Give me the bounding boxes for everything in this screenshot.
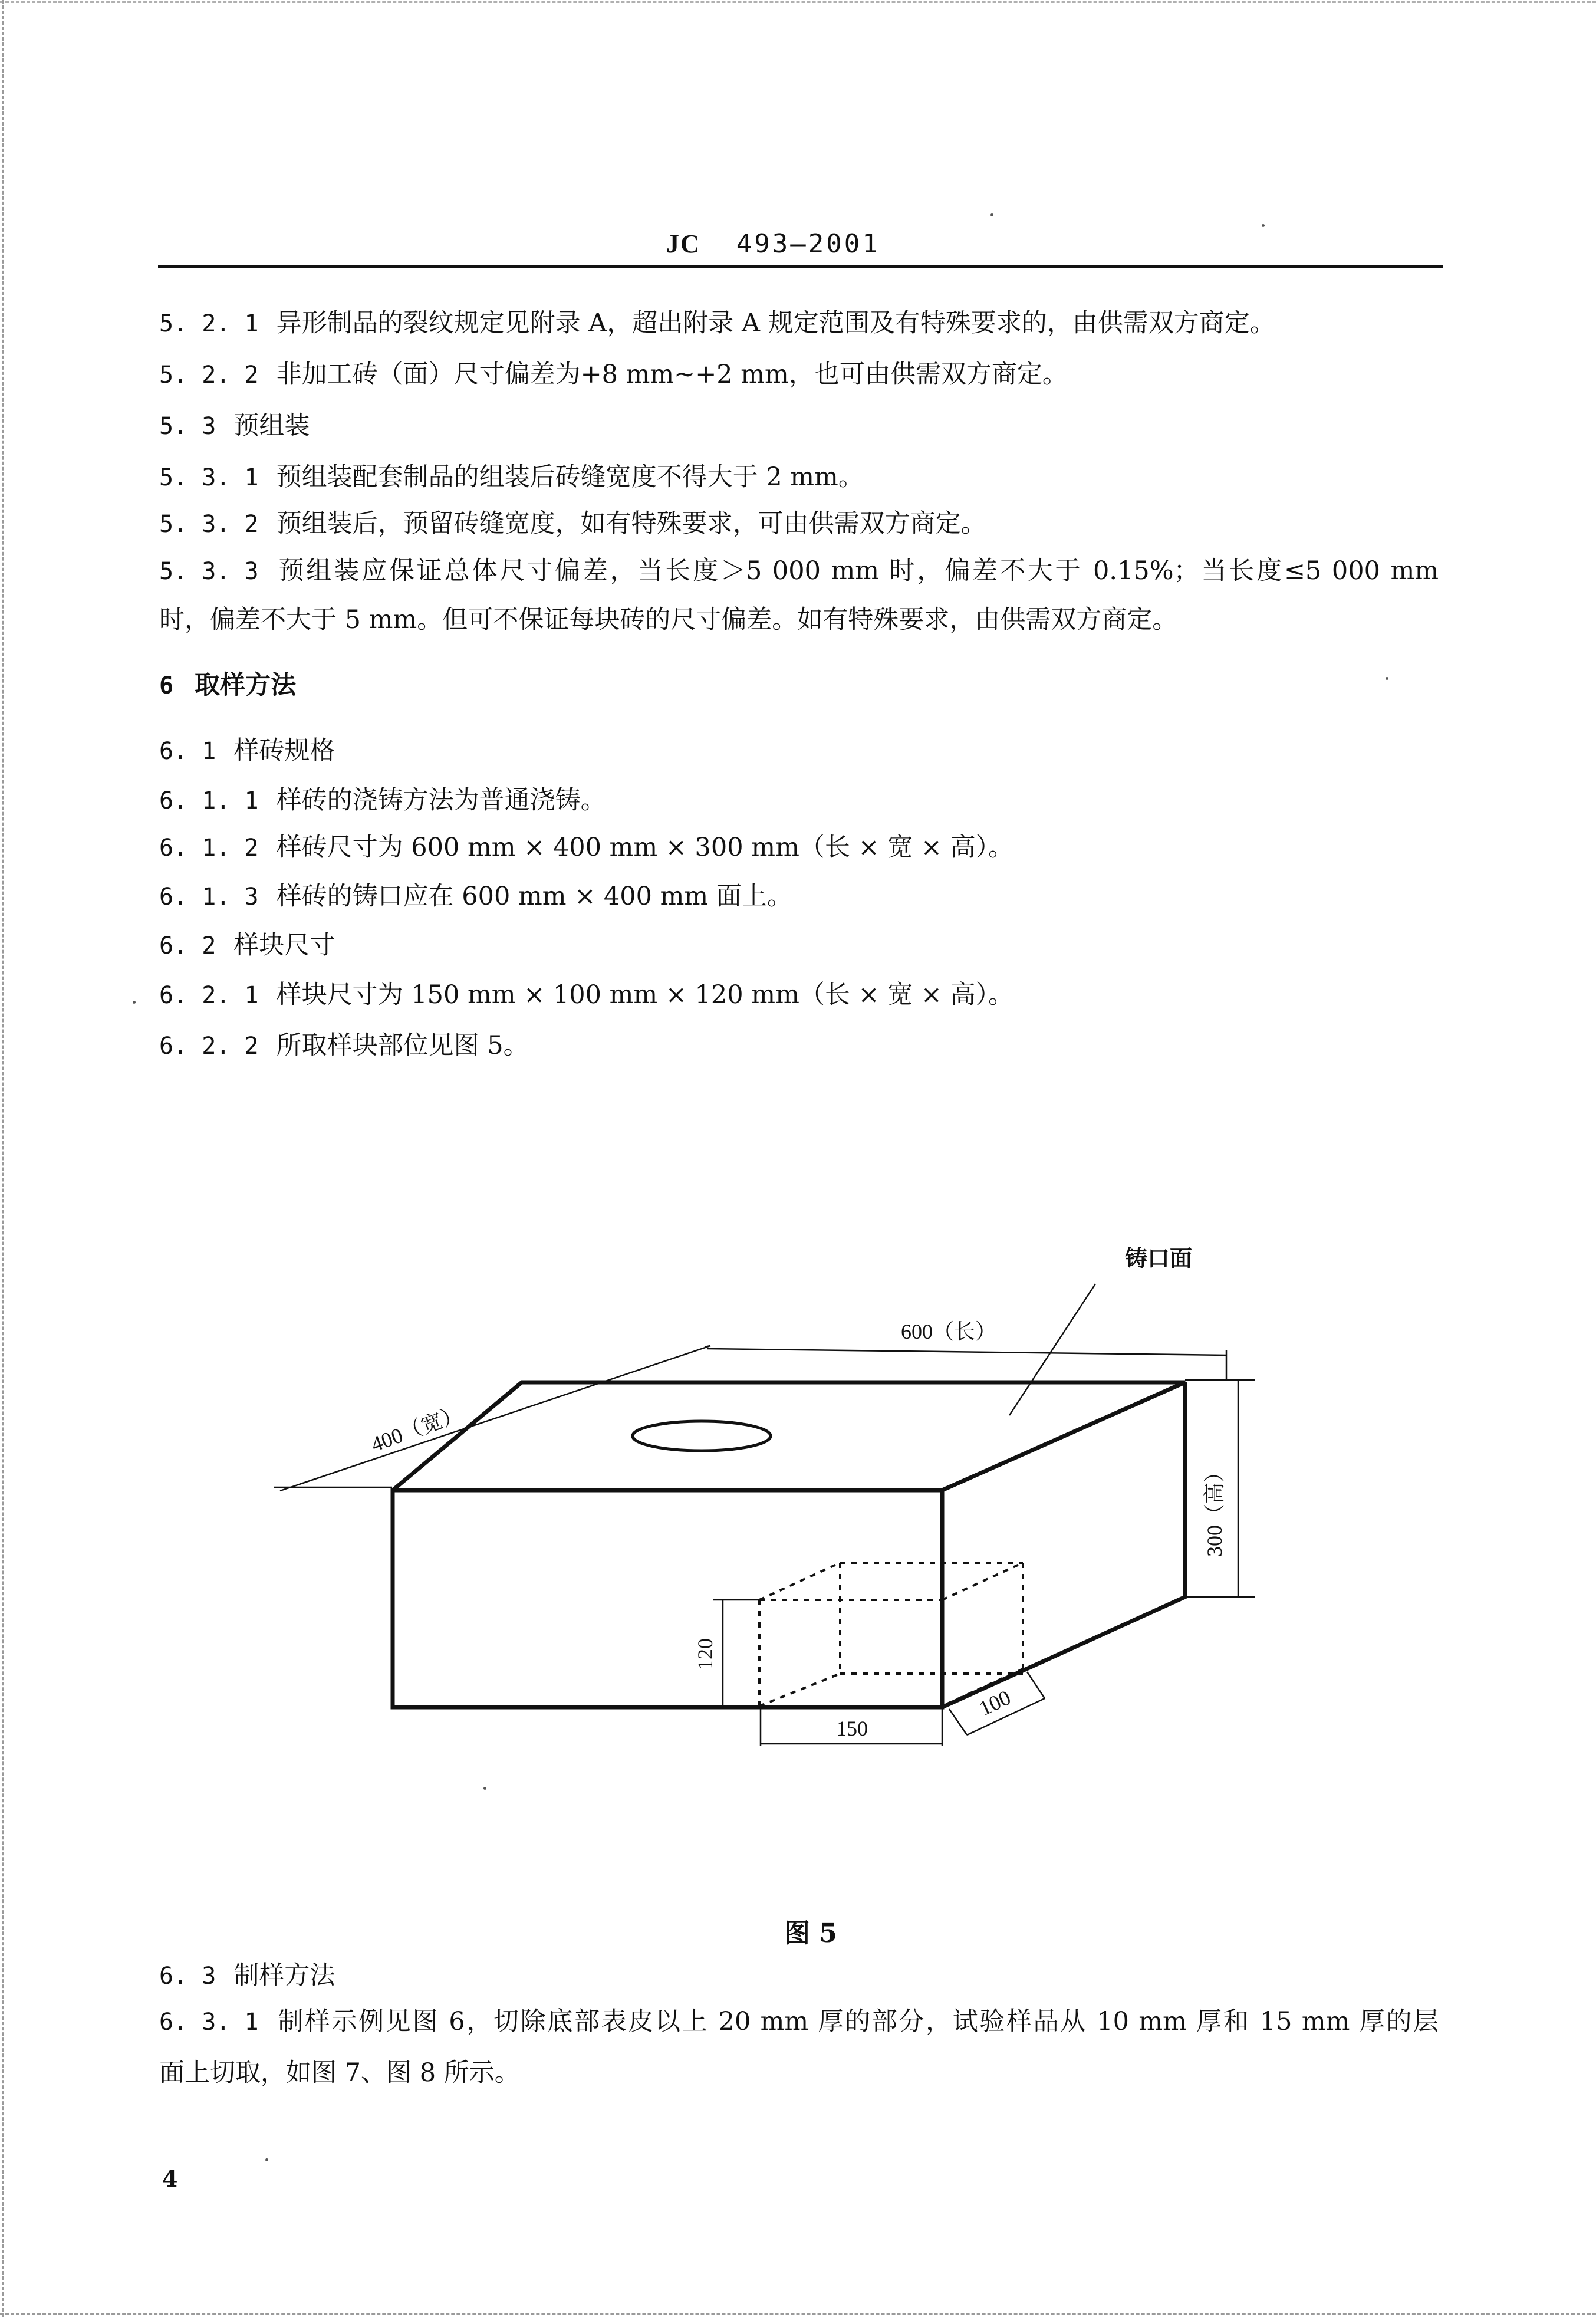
- sample-height-dimension: [713, 1600, 759, 1707]
- clause-6-3-1-continued: [159, 2055, 520, 2091]
- standard-header: [666, 229, 880, 259]
- clause-number: 5. 3: [159, 413, 216, 440]
- clause-6-3-1: [159, 2004, 1439, 2040]
- clause-number: 6. 2. 1: [159, 982, 259, 1009]
- clause-text: 所取样块部位见图 5。: [276, 1031, 529, 1060]
- clause-5-3-3-continued: [159, 602, 1177, 637]
- header-code: 493—2001: [736, 229, 880, 259]
- pour-face-label: 铸口面: [1125, 1247, 1193, 1271]
- clause-6-1-2: [159, 830, 1013, 866]
- clause-number: 6. 1. 2: [159, 834, 259, 862]
- clause-6-1-1: [159, 783, 606, 819]
- scan-speck: [1262, 224, 1265, 227]
- width-dimension: [274, 1346, 710, 1491]
- length-dimension: [707, 1349, 1226, 1380]
- clause-text: 预组装配套制品的组装后砖缝宽度不得大于 2 mm。: [276, 462, 864, 492]
- clause-text: 样块尺寸为 150 mm × 100 mm × 120 mm（长 × 宽 × 高）。: [276, 980, 1014, 1010]
- page-edge-left: [2, 0, 4, 2317]
- pour-face-leader: [1009, 1284, 1095, 1415]
- clause-text: 面上切取，如图 7、图 8 所示。: [159, 2058, 520, 2088]
- clause-number: 6. 1. 1: [159, 787, 259, 814]
- scan-speck: [265, 2158, 268, 2161]
- clause-text: 非加工砖（面）尺寸偏差为+8 mm~+2 mm，也可由供需双方商定。: [276, 360, 1068, 389]
- width-label: 400（宽）: [368, 1401, 466, 1457]
- clause-number: 6. 2: [159, 932, 216, 959]
- section-number: 6: [159, 672, 174, 699]
- height-dimension: [1185, 1380, 1255, 1597]
- clause-text: 时，偏差不大于 5 mm。但可不保证每块砖的尺寸偏差。如有特殊要求，由供需双方商定。: [159, 605, 1178, 635]
- clause-number: 5. 2. 2: [159, 361, 259, 389]
- clause-number: 6. 2. 2: [159, 1033, 259, 1060]
- clause-text: 样砖规格: [233, 736, 335, 765]
- scan-speck: [1386, 677, 1388, 680]
- clause-6-2-1: [159, 977, 1013, 1013]
- clause-number: 6. 3: [159, 1963, 216, 1990]
- clause-5-2-2: [159, 357, 1068, 393]
- clause-text: 预组装: [233, 411, 310, 441]
- pour-opening: [633, 1421, 771, 1451]
- clause-text: 样块尺寸: [233, 931, 335, 960]
- clause-number: 6. 1: [159, 738, 216, 765]
- sample-width-label: 100: [975, 1685, 1015, 1721]
- section-title: 取样方法: [195, 671, 297, 700]
- sample-width-dimension: [949, 1672, 1045, 1735]
- figure-caption: 图 5: [784, 1918, 837, 1948]
- clause-text: 样砖的铸口应在 600 mm × 400 mm 面上。: [276, 882, 792, 911]
- sample-length-label: 150: [836, 1717, 868, 1740]
- clause-text: 样砖的浇铸方法为普通浇铸。: [276, 786, 606, 815]
- clause-number: 5. 3. 1: [159, 464, 259, 491]
- scan-speck: [990, 213, 993, 216]
- length-label: 600（长）: [901, 1320, 997, 1343]
- clause-text: 制样示例见图 6，切除底部表皮以上 20 mm 厚的部分，试验样品从 10 mm 厚和 15 mm 厚的层: [276, 2007, 1439, 2036]
- section-6-heading: [159, 668, 296, 704]
- header-prefix: JC: [666, 229, 700, 258]
- page-edge-bottom: [0, 2313, 1596, 2315]
- clause-text: 样砖尺寸为 600 mm × 400 mm × 300 mm（长 × 宽 × 高）。: [276, 833, 1014, 862]
- clause-number: 5. 2. 1: [159, 310, 259, 337]
- clause-text: 制样方法: [233, 1961, 335, 1990]
- sample-length-dimension: [761, 1707, 942, 1746]
- clause-5-2-1: [159, 305, 1275, 341]
- scan-speck: [133, 1001, 136, 1004]
- clause-number: 6. 3. 1: [159, 2009, 259, 2036]
- clause-text: 预组装应保证总体尺寸偏差，当长度＞5 000 mm 时，偏差不大于 0.15%；当长度≤5 000 mm: [276, 556, 1439, 586]
- brick-outline: [393, 1382, 1185, 1707]
- page-number: 4: [162, 2165, 178, 2192]
- clause-number: 5. 3. 3: [159, 558, 259, 585]
- clause-text: 预组装后，预留砖缝宽度，如有特殊要求，可由供需双方商定。: [276, 509, 986, 538]
- clause-text: 异形制品的裂纹规定见附录 A，超出附录 A 规定范围及有特殊要求的，由供需双方商定。: [276, 308, 1275, 338]
- clause-6-1: [159, 733, 335, 769]
- clause-6-2: [159, 928, 335, 964]
- clause-5-3-3: [159, 553, 1439, 589]
- clause-5-3-2: [159, 506, 986, 542]
- clause-6-1-3: [159, 879, 792, 915]
- scan-speck: [483, 1787, 486, 1790]
- height-label: 300（高）: [1203, 1461, 1226, 1557]
- clause-number: 6. 1. 3: [159, 883, 259, 911]
- clause-5-3-1: [159, 459, 864, 495]
- header-rule: [158, 265, 1443, 268]
- sample-height-label: 120: [693, 1638, 717, 1670]
- page-edge-top: [0, 1, 1596, 3]
- clause-5-3: [159, 408, 310, 444]
- clause-6-2-2: [159, 1028, 529, 1064]
- clause-6-3: [159, 1958, 335, 1994]
- clause-number: 5. 3. 2: [159, 511, 259, 538]
- sample-block-dashed: [759, 1563, 1023, 1706]
